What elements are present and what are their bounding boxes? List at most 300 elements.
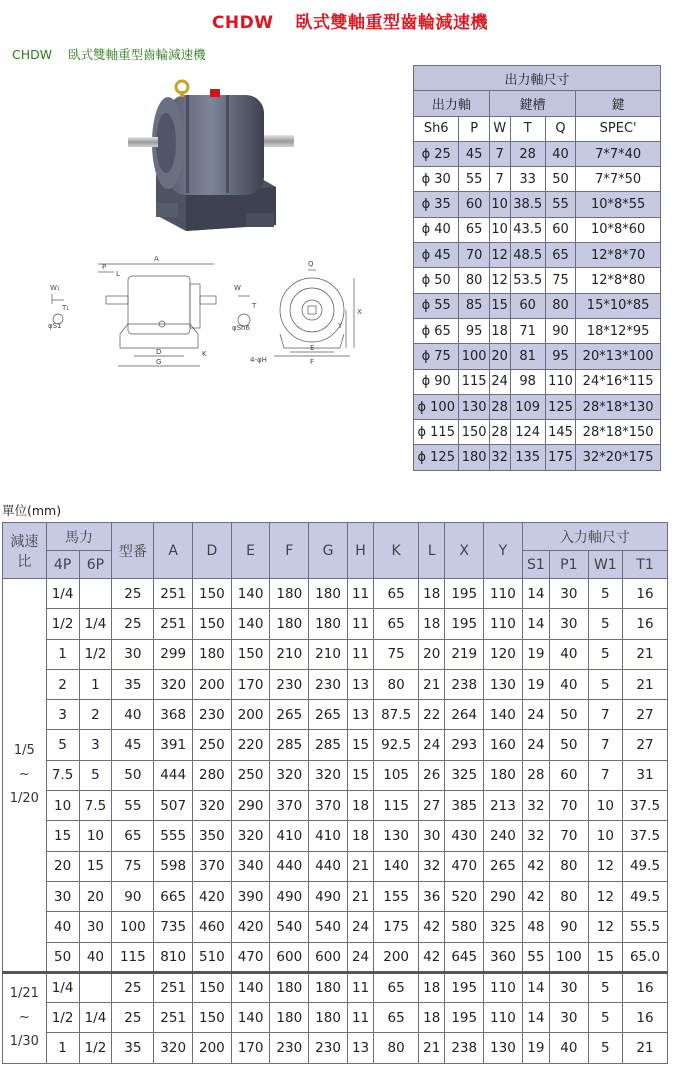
- table-cell: 320: [154, 1033, 193, 1063]
- table-cell: 175: [374, 912, 419, 942]
- shaft-table-row: [414, 217, 661, 242]
- table-cell: 15: [79, 851, 112, 881]
- table-cell: 230: [193, 700, 232, 730]
- table-cell: 35: [112, 669, 154, 699]
- table-cell: 251: [154, 579, 193, 609]
- dim-header-L: L: [419, 523, 445, 579]
- shaft-table-cell: 28: [489, 420, 510, 445]
- table-cell: 140: [484, 700, 523, 730]
- shaft-table-cell: 110: [545, 369, 575, 394]
- input-shaft-header: 入力軸尺寸: [522, 523, 667, 551]
- table-cell: 150: [193, 579, 232, 609]
- table-cell: 250: [231, 760, 270, 790]
- dim-header-X: X: [445, 523, 484, 579]
- table-cell: 15: [347, 760, 373, 790]
- table-cell: 21: [623, 639, 668, 669]
- shaft-table-cell: 18*12*95: [576, 318, 661, 343]
- table-cell: 170: [231, 1033, 270, 1063]
- table-cell: 80: [374, 1033, 419, 1063]
- table-cell: 20: [419, 639, 445, 669]
- shaft-table-row: [414, 369, 661, 394]
- shaft-table-cell: 7: [489, 141, 510, 166]
- shaft-table-cell: 135: [510, 445, 545, 470]
- table-cell: 115: [374, 791, 419, 821]
- table-cell: 320: [309, 760, 348, 790]
- table-cell: 555: [154, 821, 193, 851]
- shaft-table-cell: 124: [510, 420, 545, 445]
- shaft-col-header: T: [510, 116, 545, 141]
- table-cell: 24: [522, 730, 549, 760]
- table-cell: 92.5: [374, 730, 419, 760]
- input-col-P1: P1: [549, 551, 588, 579]
- table-cell: 110: [484, 972, 523, 1002]
- svg-text:D: D: [156, 348, 162, 356]
- dim-header-K: K: [374, 523, 419, 579]
- table-cell: 251: [154, 972, 193, 1002]
- svg-text:W: W: [234, 284, 241, 292]
- svg-text:φSh6: φSh6: [232, 324, 250, 332]
- shaft-table-cell: 55: [459, 167, 489, 192]
- table-cell: 200: [231, 700, 270, 730]
- shaft-table-cell: 28*18*150: [576, 420, 661, 445]
- table-cell: 65: [374, 972, 419, 1002]
- svg-text:W₁: W₁: [50, 284, 60, 292]
- table-cell: 30: [112, 639, 154, 669]
- svg-text:E: E: [310, 344, 315, 352]
- table-cell: 28: [522, 760, 549, 790]
- shaft-table-cell: 7*7*40: [576, 141, 661, 166]
- shaft-table-cell: 60: [510, 293, 545, 318]
- table-cell: 155: [374, 881, 419, 911]
- input-col-W1: W1: [588, 551, 622, 579]
- table-cell: 520: [445, 881, 484, 911]
- table-cell: 440: [270, 851, 309, 881]
- shaft-table-row: [414, 394, 661, 419]
- table-cell: 420: [231, 912, 270, 942]
- table-cell: 410: [309, 821, 348, 851]
- table-cell: 280: [193, 760, 232, 790]
- table-cell: 230: [309, 1033, 348, 1063]
- table-cell: 110: [484, 579, 523, 609]
- table-cell: 30: [549, 1003, 588, 1033]
- table-cell: 50: [549, 730, 588, 760]
- shaft-table-cell: 12*8*80: [576, 268, 661, 293]
- table-cell: 195: [445, 972, 484, 1002]
- table-cell: 40: [112, 700, 154, 730]
- table-cell: 90: [112, 881, 154, 911]
- table-cell: 265: [270, 700, 309, 730]
- table-cell: 285: [270, 730, 309, 760]
- table-row: [3, 1033, 668, 1063]
- table-cell: 27: [623, 700, 668, 730]
- table-cell: 75: [374, 639, 419, 669]
- shaft-table-row: [414, 293, 661, 318]
- table-cell: 368: [154, 700, 193, 730]
- table-cell: 10: [588, 791, 622, 821]
- shaft-table-cell: 180: [459, 445, 489, 470]
- table-cell: 1/4: [46, 579, 79, 609]
- shaft-table-cell: 20: [489, 344, 510, 369]
- table-row: [3, 700, 668, 730]
- table-cell: 5: [79, 760, 112, 790]
- table-cell: 230: [270, 1033, 309, 1063]
- table-cell: 5: [46, 730, 79, 760]
- model-header: 型番: [112, 523, 154, 579]
- table-cell: 600: [309, 942, 348, 972]
- table-cell: 220: [231, 730, 270, 760]
- table-cell: 3: [79, 730, 112, 760]
- table-cell: 390: [231, 881, 270, 911]
- table-cell: 3: [46, 700, 79, 730]
- table-row: [3, 639, 668, 669]
- table-cell: 370: [270, 791, 309, 821]
- table-cell: 810: [154, 942, 193, 972]
- shaft-table-cell: 80: [545, 293, 575, 318]
- table-cell: 5: [588, 669, 622, 699]
- table-cell: 540: [309, 912, 348, 942]
- table-cell: 21: [347, 851, 373, 881]
- shaft-table-cell: 12*8*70: [576, 243, 661, 268]
- svg-text:4-φH: 4-φH: [250, 356, 267, 364]
- table-cell: 210: [270, 639, 309, 669]
- table-cell: 540: [270, 912, 309, 942]
- table-cell: 32: [522, 791, 549, 821]
- table-cell: 7: [588, 730, 622, 760]
- table-cell: 410: [270, 821, 309, 851]
- table-cell: 110: [484, 1003, 523, 1033]
- table-cell: 265: [309, 700, 348, 730]
- side-view: [98, 255, 216, 366]
- table-cell: 30: [79, 912, 112, 942]
- table-cell: 2: [79, 700, 112, 730]
- gearbox-photo: [126, 75, 298, 235]
- table-cell: 210: [309, 639, 348, 669]
- table-cell: 580: [445, 912, 484, 942]
- shaft-table-cell: 20*13*100: [576, 344, 661, 369]
- table-row: [3, 972, 668, 1002]
- shaft-table-cell: 75: [545, 268, 575, 293]
- table-cell: 36: [419, 881, 445, 911]
- table-cell: 370: [193, 851, 232, 881]
- table-cell: 238: [445, 1033, 484, 1063]
- table-cell: 32: [419, 851, 445, 881]
- shaft-table-cell: ɸ 45: [414, 243, 459, 268]
- table-row: [3, 1003, 668, 1033]
- table-cell: 430: [445, 821, 484, 851]
- table-cell: 49.5: [623, 851, 668, 881]
- front-view: [250, 260, 362, 366]
- shaft-table-cell: 109: [510, 394, 545, 419]
- table-cell: 27: [623, 730, 668, 760]
- table-cell: 180: [270, 1003, 309, 1033]
- shaft-table-row: [414, 243, 661, 268]
- table-cell: 250: [193, 730, 232, 760]
- table-cell: 320: [193, 791, 232, 821]
- dim-header-Y: Y: [484, 523, 523, 579]
- dimension-table: [2, 522, 668, 1064]
- shaft-table-cell: 18: [489, 318, 510, 343]
- input-col-S1: S1: [522, 551, 549, 579]
- shaft-table-cell: 130: [459, 394, 489, 419]
- table-cell: 110: [484, 609, 523, 639]
- shaft-table-cell: 175: [545, 445, 575, 470]
- table-cell: 24: [347, 942, 373, 972]
- shaft-table-cell: ɸ 30: [414, 167, 459, 192]
- dim-header-A: A: [154, 523, 193, 579]
- output-shaft-detail: [232, 284, 257, 332]
- svg-text:G: G: [156, 358, 162, 366]
- shaft-table-cell: 65: [459, 217, 489, 242]
- table-cell: 290: [484, 881, 523, 911]
- table-cell: 45: [112, 730, 154, 760]
- table-cell: 15: [588, 942, 622, 972]
- table-cell: 65: [374, 1003, 419, 1033]
- svg-text:Q: Q: [308, 260, 314, 268]
- shaft-table-cell: 48.5: [510, 243, 545, 268]
- table-cell: 238: [445, 669, 484, 699]
- table-cell: 32: [522, 821, 549, 851]
- table-cell: 42: [522, 881, 549, 911]
- shaft-table-cell: 95: [545, 344, 575, 369]
- table-cell: 350: [193, 821, 232, 851]
- shaft-table-cell: 150: [459, 420, 489, 445]
- table-cell: 598: [154, 851, 193, 881]
- shaft-table-cell: 32*20*175: [576, 445, 661, 470]
- table-cell: 7.5: [79, 791, 112, 821]
- table-row: [3, 760, 668, 790]
- table-cell: 251: [154, 1003, 193, 1033]
- table-cell: 600: [270, 942, 309, 972]
- table-cell: 195: [445, 609, 484, 639]
- shaft-table-cell: 53.5: [510, 268, 545, 293]
- table-cell: 180: [309, 1003, 348, 1033]
- table-cell: 11: [347, 579, 373, 609]
- table-cell: 87.5: [374, 700, 419, 730]
- table-cell: 21: [419, 669, 445, 699]
- shaft-table-cell: 32: [489, 445, 510, 470]
- table-cell: 40: [549, 669, 588, 699]
- table-cell: 290: [231, 791, 270, 821]
- output-shaft-table: [413, 65, 661, 471]
- shaft-table-cell: 38.5: [510, 192, 545, 217]
- table-cell: 12: [588, 912, 622, 942]
- shaft-table-cell: ɸ 40: [414, 217, 459, 242]
- table-cell: 293: [445, 730, 484, 760]
- table-cell: 230: [309, 669, 348, 699]
- table-cell: 180: [270, 972, 309, 1002]
- table-cell: 12: [588, 881, 622, 911]
- table-row: [3, 881, 668, 911]
- svg-text:K: K: [202, 350, 207, 358]
- shaft-table-cell: 10*8*55: [576, 192, 661, 217]
- table-cell: 105: [374, 760, 419, 790]
- table-cell: 14: [522, 609, 549, 639]
- svg-text:P: P: [102, 263, 107, 271]
- table-cell: 18: [347, 821, 373, 851]
- table-cell: 55: [112, 791, 154, 821]
- table-cell: 40: [46, 912, 79, 942]
- shaft-table-cell: ɸ 115: [414, 420, 459, 445]
- table-cell: 140: [231, 1003, 270, 1033]
- table-cell: 285: [309, 730, 348, 760]
- shaft-table-cell: 28*18*130: [576, 394, 661, 419]
- table-cell: 30: [46, 881, 79, 911]
- table-cell: 1/2: [79, 639, 112, 669]
- table-cell: 130: [374, 821, 419, 851]
- table-cell: 5: [588, 639, 622, 669]
- ratio-cell: 1/21 ~ 1/30: [3, 972, 47, 1063]
- table-cell: 24: [419, 730, 445, 760]
- table-cell: 20: [79, 881, 112, 911]
- table-cell: 24: [347, 912, 373, 942]
- input-col-T1: T1: [623, 551, 668, 579]
- table-cell: 18: [419, 1003, 445, 1033]
- table-cell: 420: [193, 881, 232, 911]
- shaft-table-cell: ɸ 65: [414, 318, 459, 343]
- table-cell: 299: [154, 639, 193, 669]
- table-cell: 20: [46, 851, 79, 881]
- table-cell: 7.5: [46, 760, 79, 790]
- table-cell: 1/2: [46, 1003, 79, 1033]
- shaft-group-header: 出力軸: [414, 91, 490, 116]
- table-cell: 320: [270, 760, 309, 790]
- shaft-table-cell: ɸ 90: [414, 369, 459, 394]
- table-cell: 665: [154, 881, 193, 911]
- table-cell: 325: [484, 912, 523, 942]
- table-row: [3, 579, 668, 609]
- table-cell: 360: [484, 942, 523, 972]
- table-cell: 200: [193, 669, 232, 699]
- table-cell: 50: [112, 760, 154, 790]
- table-cell: 35: [112, 1033, 154, 1063]
- shaft-table-row: [414, 141, 661, 166]
- table-cell: 180: [270, 609, 309, 639]
- table-cell: 130: [484, 669, 523, 699]
- table-cell: 265: [484, 851, 523, 881]
- table-cell: 42: [419, 942, 445, 972]
- shaft-table-cell: 15: [489, 293, 510, 318]
- table-cell: 13: [347, 1033, 373, 1063]
- table-cell: 1: [46, 639, 79, 669]
- table-cell: 21: [347, 881, 373, 911]
- unit-label: 單位(mm): [2, 503, 62, 518]
- shaft-table-cell: 7: [489, 167, 510, 192]
- table-cell: 40: [549, 1033, 588, 1063]
- table-cell: 391: [154, 730, 193, 760]
- table-cell: 1/2: [46, 609, 79, 639]
- shaft-table-cell: 60: [459, 192, 489, 217]
- shaft-table-cell: 145: [545, 420, 575, 445]
- table-cell: 7: [588, 700, 622, 730]
- table-cell: 30: [549, 609, 588, 639]
- shaft-table-cell: 7*7*50: [576, 167, 661, 192]
- table-cell: 11: [347, 639, 373, 669]
- shaft-table-cell: 125: [545, 394, 575, 419]
- table-cell: 325: [445, 760, 484, 790]
- table-cell: 490: [309, 881, 348, 911]
- table-cell: 1/4: [79, 1003, 112, 1033]
- table-cell: 19: [522, 669, 549, 699]
- table-row: [3, 912, 668, 942]
- table-cell: [79, 579, 112, 609]
- table-cell: 50: [46, 942, 79, 972]
- table-cell: 7: [588, 760, 622, 790]
- shaft-table-cell: 80: [459, 268, 489, 293]
- table-cell: 180: [309, 579, 348, 609]
- table-cell: 55.5: [623, 912, 668, 942]
- shaft-table-cell: 24*16*115: [576, 369, 661, 394]
- table-cell: 1/4: [46, 972, 79, 1002]
- table-cell: 16: [623, 972, 668, 1002]
- table-cell: 49.5: [623, 881, 668, 911]
- table-cell: 14: [522, 1003, 549, 1033]
- table-cell: 65: [112, 821, 154, 851]
- shaft-table-cell: 71: [510, 318, 545, 343]
- hp-6p-header: 6P: [79, 551, 112, 579]
- shaft-col-header: W: [489, 116, 510, 141]
- shaft-table-cell: 10: [489, 192, 510, 217]
- table-cell: 40: [549, 639, 588, 669]
- table-cell: 2: [46, 669, 79, 699]
- table-cell: 115: [112, 942, 154, 972]
- table-cell: 1: [79, 669, 112, 699]
- table-cell: 50: [549, 700, 588, 730]
- table-cell: 320: [231, 821, 270, 851]
- shaft-table-cell: 90: [545, 318, 575, 343]
- table-cell: 30: [419, 821, 445, 851]
- table-cell: 13: [347, 669, 373, 699]
- ratio-header: 減速 比: [3, 523, 47, 579]
- table-cell: 5: [588, 1003, 622, 1033]
- table-cell: 80: [549, 881, 588, 911]
- table-cell: 510: [193, 942, 232, 972]
- table-cell: 180: [309, 972, 348, 1002]
- shaft-table-cell: 60: [545, 217, 575, 242]
- table-cell: 460: [193, 912, 232, 942]
- table-cell: 42: [522, 851, 549, 881]
- shaft-table-cell: 43.5: [510, 217, 545, 242]
- table-cell: 170: [231, 669, 270, 699]
- table-row: [3, 730, 668, 760]
- shaft-table-cell: 15*10*85: [576, 293, 661, 318]
- table-cell: 65: [374, 579, 419, 609]
- table-cell: 120: [484, 639, 523, 669]
- table-cell: 30: [549, 972, 588, 1002]
- shaft-table-row: [414, 420, 661, 445]
- table-cell: 735: [154, 912, 193, 942]
- table-cell: 40: [79, 942, 112, 972]
- table-cell: 10: [79, 821, 112, 851]
- table-cell: 100: [112, 912, 154, 942]
- shaft-table-cell: ɸ 100: [414, 394, 459, 419]
- table-row: [3, 669, 668, 699]
- table-cell: [79, 972, 112, 1002]
- shaft-table-row: [414, 318, 661, 343]
- shaft-table-cell: 98: [510, 369, 545, 394]
- table-cell: 18: [419, 579, 445, 609]
- svg-text:T₁: T₁: [62, 304, 70, 312]
- table-cell: 1/2: [79, 1033, 112, 1063]
- table-row: [3, 821, 668, 851]
- shaft-table-cell: 28: [510, 141, 545, 166]
- dim-header-D: D: [193, 523, 232, 579]
- table-cell: 26: [419, 760, 445, 790]
- shaft-table-row: [414, 192, 661, 217]
- table-cell: 507: [154, 791, 193, 821]
- table-cell: 65.0: [623, 942, 668, 972]
- table-cell: 5: [588, 579, 622, 609]
- table-cell: 180: [193, 639, 232, 669]
